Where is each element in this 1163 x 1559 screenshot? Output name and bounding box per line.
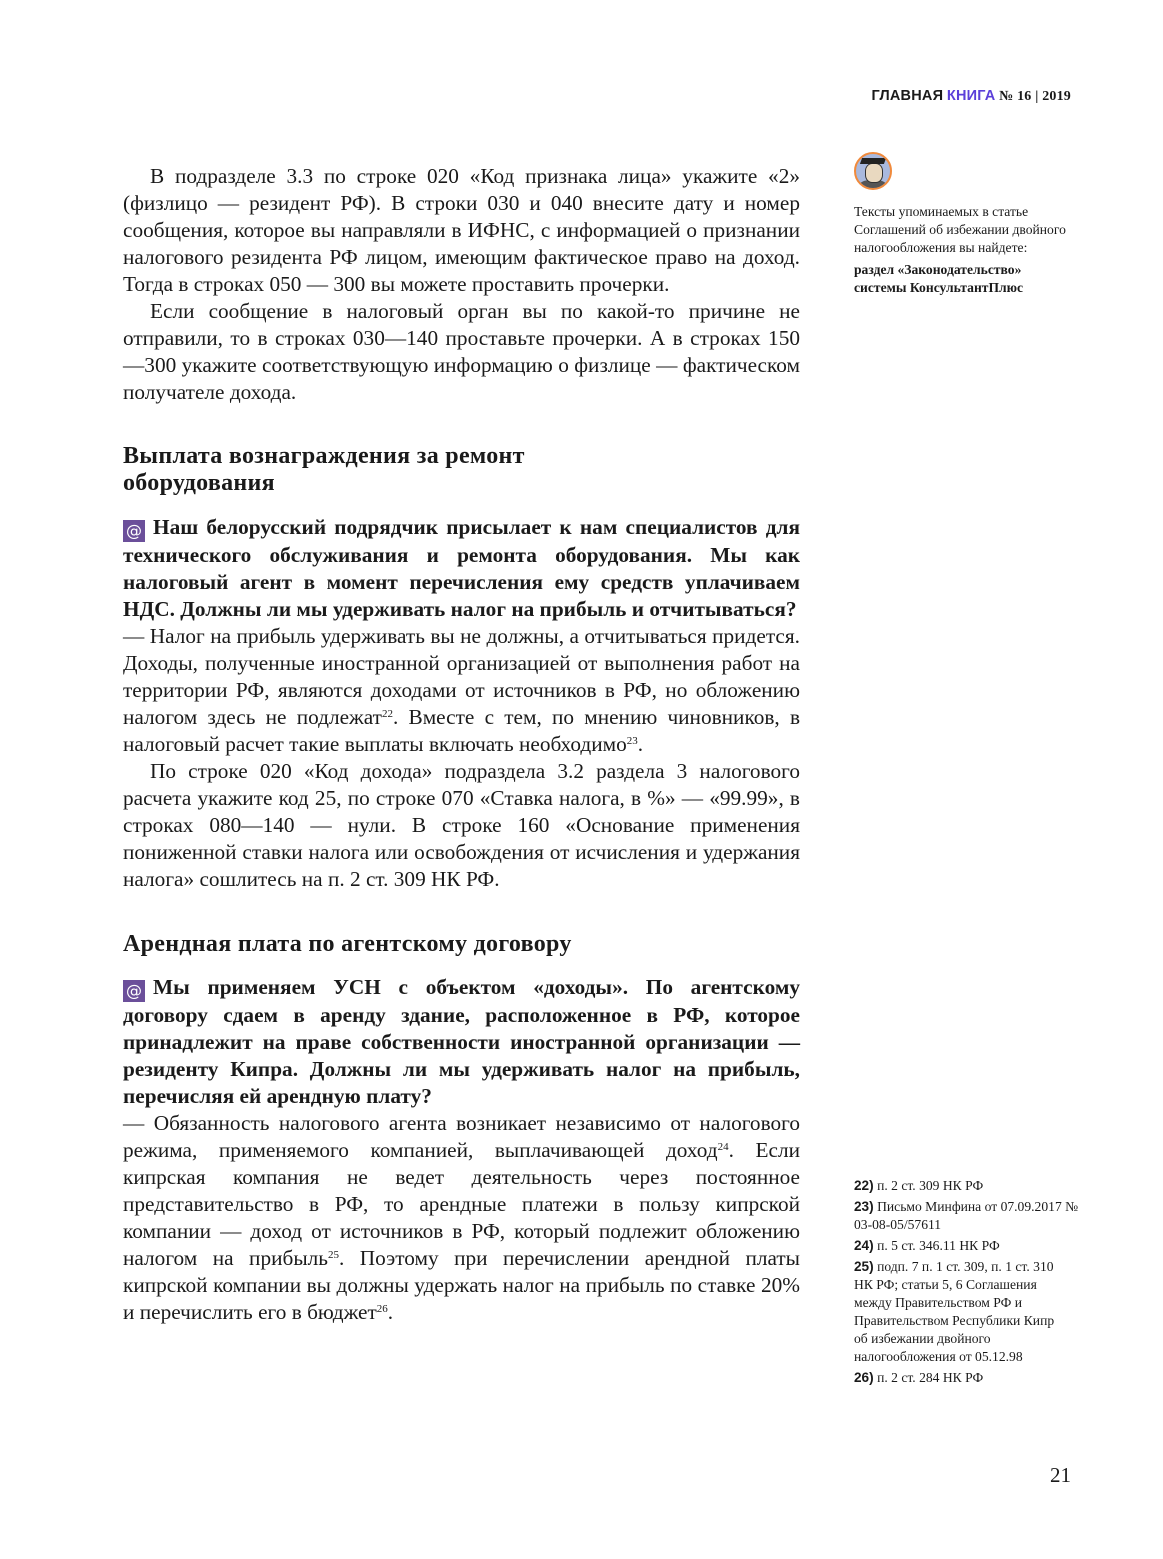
footnote-ref[interactable]: 24 bbox=[717, 1141, 729, 1153]
footnote-number: 25) bbox=[854, 1259, 874, 1274]
footnote-ref[interactable]: 22 bbox=[381, 708, 393, 720]
question bbox=[123, 974, 800, 1110]
question bbox=[123, 514, 800, 623]
email-question-icon: @ bbox=[123, 980, 145, 1002]
answer-text: . Поэтому при перечислении арендной платы кипрской компании вы должны удержать налог на прибыль по ставке 20% и перечислить его в бюджет bbox=[123, 1246, 800, 1324]
answer-text: . bbox=[637, 732, 644, 756]
footnote-text: подп. 7 п. 1 ст. 309, п. 1 ст. 310 НК РФ; статьи 5, 6 Соглашения между Правительством РФ и Правительством Республики Кипр об избежании двойного налогообложения от 05.12.98 bbox=[854, 1259, 1055, 1364]
footnote-number: 26) bbox=[854, 1370, 874, 1385]
answer-text: . bbox=[387, 1300, 394, 1324]
footnote bbox=[854, 1177, 1084, 1195]
answer-text: — Налог на прибыль удерживать вы не должны, а отчитываться придется. Доходы, полученные иностранной организацией от выполнения работ на территории РФ, являются доходами от источников в РФ, но обложению налогом здесь не подлежат bbox=[123, 624, 800, 729]
footnote-text: п. 2 ст. 309 НК РФ bbox=[877, 1178, 984, 1193]
footnote bbox=[854, 1198, 1084, 1234]
running-header bbox=[871, 88, 1071, 105]
answer-text: . Если кипрская компания не ведет деятельность через постоянное представительство в РФ, то арендные платежи в пользу кипрской компании — доход от источников в РФ, который подлежит обложению налогом на прибыль bbox=[123, 1138, 801, 1270]
paragraph: Если сообщение в налоговый орган вы по какой-то причине не отправили, то в строках 030—140 проставьте прочерки. А в строках 150—300 укажите соответствующую информацию о физлице — фактическом получателе дохода. bbox=[123, 299, 800, 404]
answer bbox=[123, 1110, 800, 1326]
paragraph: В подразделе 3.3 по строке 020 «Код признака лица» укажите «2» (физлицо — резидент РФ). В строки 030 и 040 внесите дату и номер сообщения, которое вы направляли в ИФНС, с информацией о признании налогового резидента РФ лицом, имеющим фактическое право на доход. Тогда в строках 050 — 300 вы можете проставить прочерки. bbox=[123, 164, 800, 296]
answer-text: . Вместе с тем, по мнению чиновников, в налоговый расчет такие выплаты включать необходимо bbox=[123, 705, 800, 756]
footnote-number: 23) bbox=[854, 1199, 874, 1214]
sidebar-reference: раздел «Законодательство» системы КонсультантПлюс bbox=[854, 262, 1024, 295]
sidebar-text: Тексты упоминаемых в статье Соглашений об избежании двойного налогообложения вы найдете: bbox=[854, 204, 1066, 255]
footnote bbox=[854, 1258, 1069, 1366]
page-number: 21 bbox=[1050, 1463, 1071, 1487]
footnote-number: 22) bbox=[854, 1178, 874, 1193]
footnote bbox=[854, 1369, 1084, 1387]
question-text: Мы применяем УСН с объектом «доходы». По агентскому договору сдаем в аренду здание, расположенное в РФ, которое принадлежит на праве собственности иностранной организации — резиденту Кипра. Должны ли мы удерживать налог на прибыль, перечисляя ей арендную плату? bbox=[123, 975, 800, 1108]
answer-text: — Обязанность налогового агента возникает независимо от налогового режима, применяемого компанией, выплачивающей доход bbox=[123, 1111, 800, 1162]
sidebar-note bbox=[854, 152, 1074, 297]
footnote-number: 24) bbox=[854, 1238, 874, 1253]
footnote-ref[interactable]: 23 bbox=[626, 735, 638, 747]
footnote-text: п. 5 ст. 346.11 НК РФ bbox=[877, 1238, 1000, 1253]
section-heading: Арендная плата по агентскому договору bbox=[123, 931, 572, 957]
magazine-name-accent: КНИГА bbox=[946, 88, 996, 104]
footnote bbox=[854, 1237, 1084, 1255]
expert-avatar-icon bbox=[854, 152, 892, 190]
footnote-text: п. 2 ст. 284 НК РФ bbox=[877, 1370, 984, 1385]
paragraph: По строке 020 «Код дохода» подраздела 3.2 раздела 3 налогового расчета укажите код 25, по строке 070 «Ставка налога, в %» — «99.99», в строках 080—140 — нули. В строке 160 «Основание применения пониженной ставки налога или освобождения от исчисления и удержания налога» сошлитесь на п. 2 ст. 309 НК РФ. bbox=[123, 759, 800, 891]
footnote-text: Письмо Минфина от 07.09.2017 № 03-08-05/57611 bbox=[854, 1199, 1079, 1232]
section-heading: Выплата вознаграждения за ремонт оборудования bbox=[123, 443, 525, 496]
answer bbox=[123, 623, 800, 758]
issue-number: № 16 | 2019 bbox=[999, 89, 1071, 104]
question-text: Наш белорусский подрядчик присылает к нам специалистов для технического обслуживания и ремонта оборудования. Мы как налоговый агент в момент перечисления ему средств уплачиваем НДС. Должны ли мы удерживать налог на прибыль и отчитываться? bbox=[123, 515, 800, 621]
email-question-icon: @ bbox=[123, 520, 145, 542]
footnotes bbox=[854, 1177, 1084, 1390]
magazine-name: ГЛАВНАЯ bbox=[871, 88, 944, 104]
footnote-ref[interactable]: 26 bbox=[376, 1303, 388, 1315]
footnote-ref[interactable]: 25 bbox=[327, 1249, 339, 1261]
article-body bbox=[123, 163, 800, 1326]
